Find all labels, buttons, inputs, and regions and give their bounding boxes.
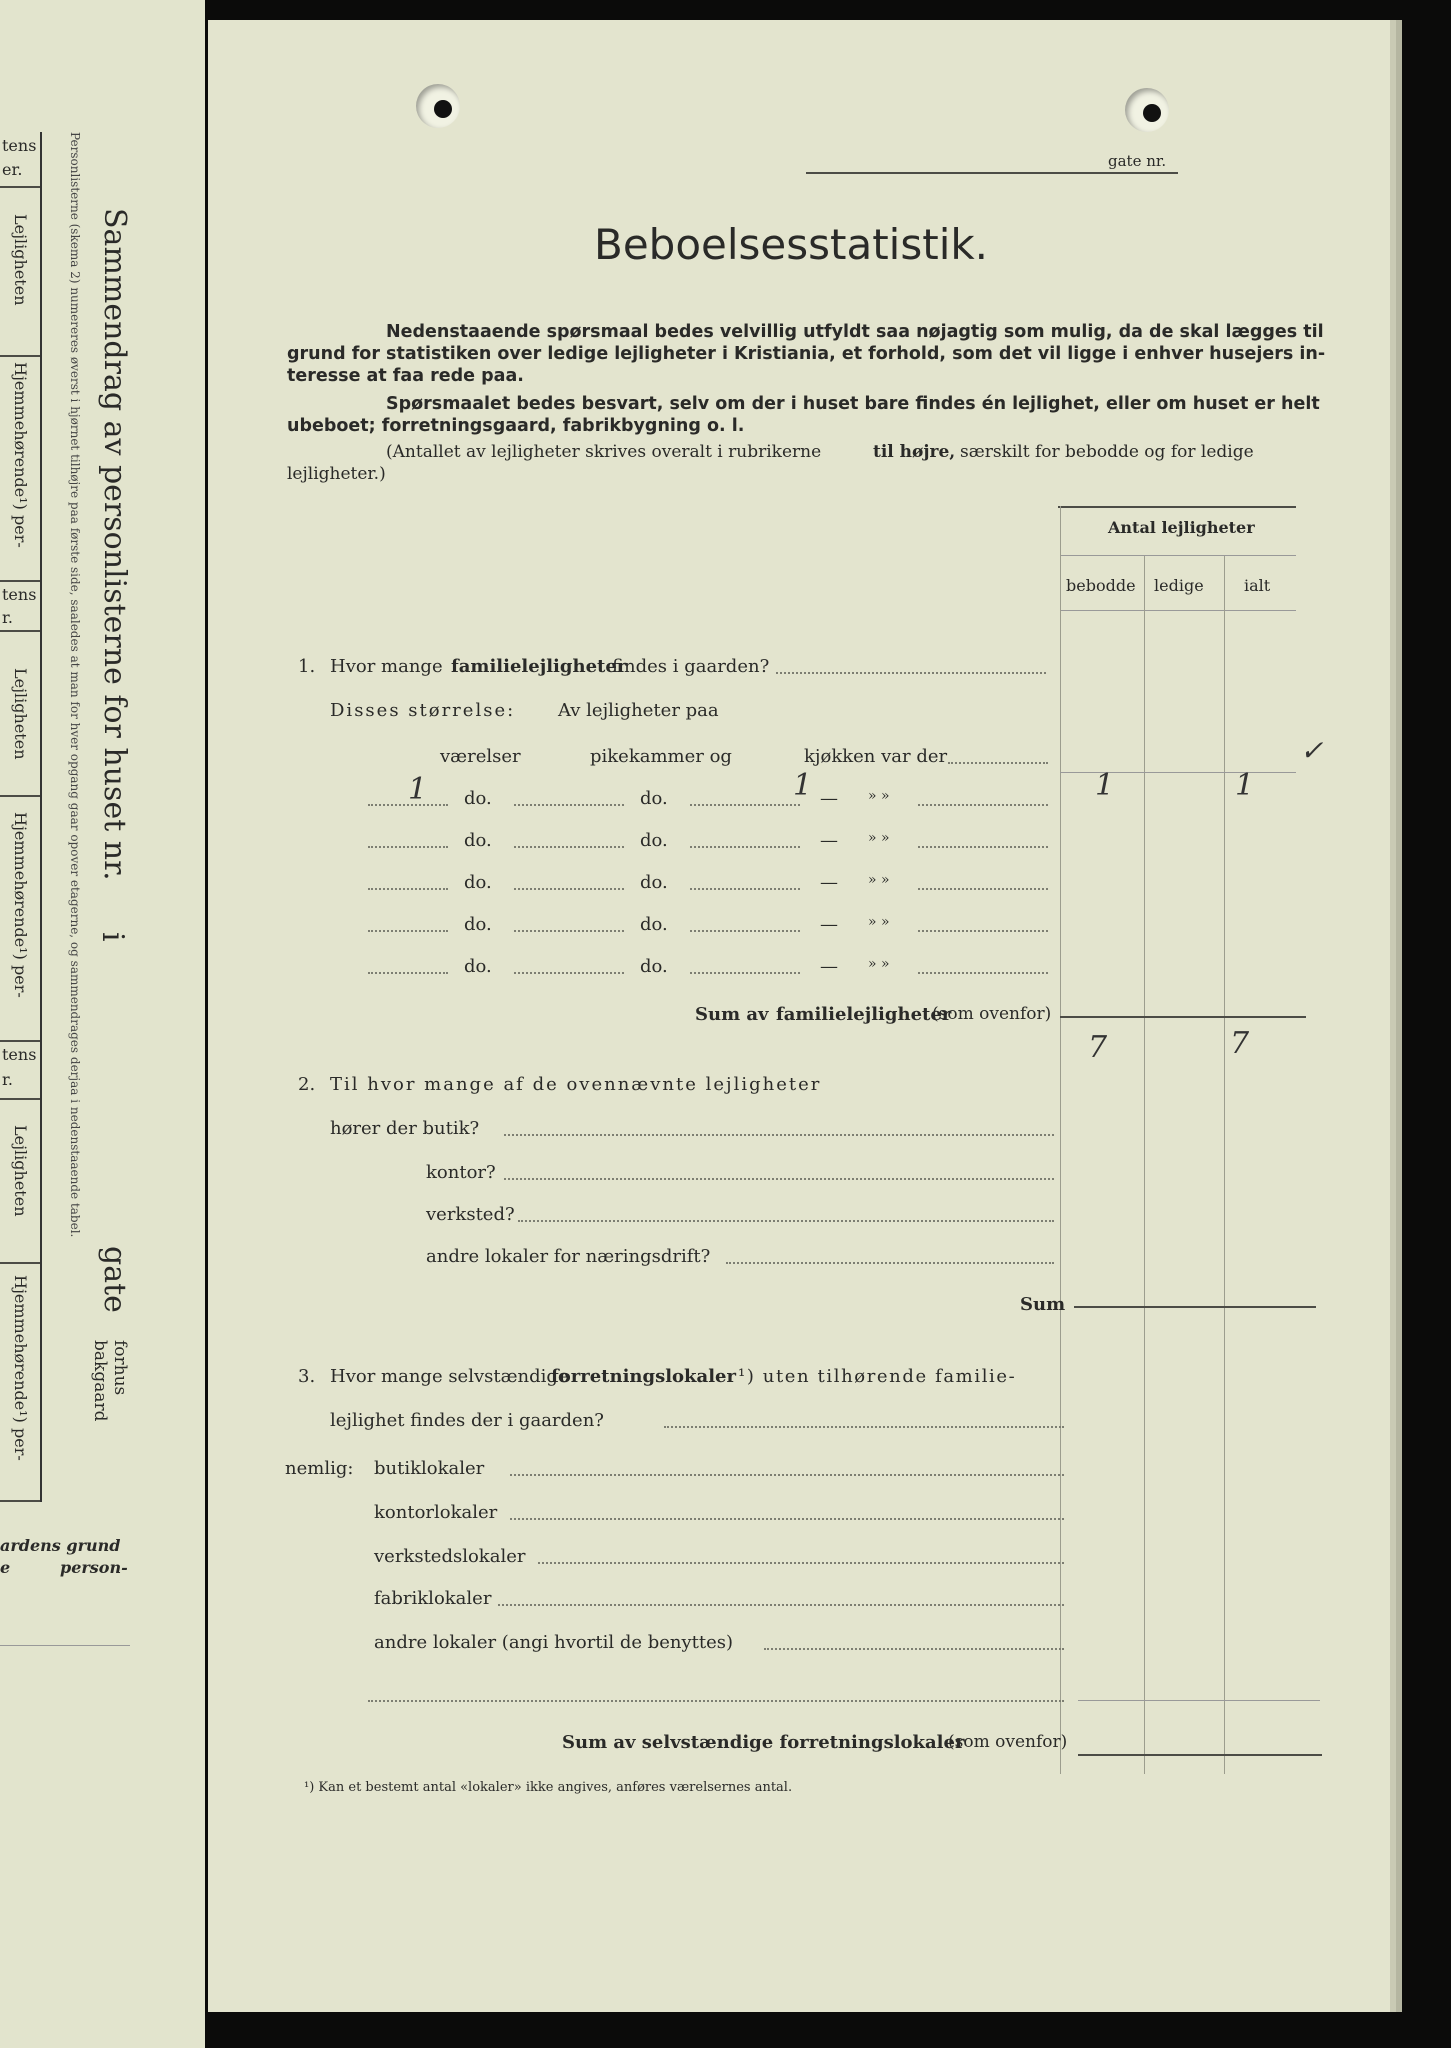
col-ledige: ledige	[1154, 576, 1204, 595]
do-label: do.	[464, 872, 492, 893]
leader-dots	[664, 1426, 1064, 1428]
col-label: Hjemmehørende¹) per-	[11, 1275, 30, 1461]
do-label: do.	[464, 956, 492, 977]
gate-nr-line	[806, 172, 1178, 174]
q2-kontor: kontor?	[426, 1162, 496, 1183]
q1-hdr-kjokken: kjøkken var der	[804, 746, 948, 767]
quote-marks: » »	[868, 830, 890, 846]
table-head-rule	[1060, 555, 1296, 556]
quote-marks: » »	[868, 956, 890, 972]
do-label: do.	[640, 956, 668, 977]
rotated-i: i	[95, 932, 130, 942]
q1-hdr-pikekammer: pikekammer og	[590, 746, 732, 767]
dash: —	[820, 788, 838, 809]
quote-marks: » »	[868, 788, 890, 804]
handwritten-check: ✓	[1300, 734, 1324, 767]
intro-p3-line2: lejligheter.)	[287, 464, 386, 484]
intro-p3-c: særskilt for bebodde og for ledige	[960, 442, 1254, 462]
gate-nr-label: gate nr.	[1108, 152, 1167, 170]
intro-p3-b: til højre,	[873, 442, 956, 462]
col-label: tens	[2, 585, 37, 604]
q3-text-b: forretningslokaler	[551, 1366, 736, 1387]
do-label: do.	[464, 788, 492, 809]
handwritten-1: 1	[793, 768, 813, 803]
dash: —	[820, 914, 838, 935]
q3-sum: Sum av selvstændige forretningslokaler	[562, 1732, 965, 1753]
q1-size-b: Av lejligheter paa	[558, 700, 719, 721]
rotated-gate: gate	[97, 1246, 132, 1313]
col-label: Hjemmehørende¹) per-	[11, 362, 30, 548]
leader-dots	[948, 762, 1048, 764]
blank-pikekammer[interactable]	[514, 972, 624, 974]
dash: —	[820, 956, 838, 977]
do-label: do.	[640, 872, 668, 893]
q3-number: 3.	[298, 1366, 316, 1387]
left-footer-e: e	[0, 1558, 11, 1577]
q1-text-a: Hvor mange	[330, 656, 443, 677]
blank-pikekammer[interactable]	[514, 846, 624, 848]
col-label: tens	[2, 136, 37, 155]
q1-size-a: Disses størrelse:	[330, 700, 516, 721]
blank-vaerelser[interactable]	[368, 846, 448, 848]
blank-pikekammer[interactable]	[514, 930, 624, 932]
q1-sum-c: (som ovenfor)	[932, 1004, 1052, 1024]
leader-dots	[498, 1604, 1064, 1606]
handwritten-1: 1	[408, 772, 428, 807]
q3-andre: andre lokaler (angi hvortil de benyttes)	[374, 1632, 734, 1653]
leader-dots	[918, 930, 1048, 932]
table-column-line	[1224, 556, 1225, 1774]
col-label: Hjemmehørende¹) per-	[11, 812, 30, 998]
col-bebodde: bebodde	[1066, 576, 1136, 595]
table-head-title: Antal lejligheter	[1108, 518, 1255, 537]
do-label: do.	[640, 788, 668, 809]
left-page-divider	[0, 630, 40, 632]
leader-dots	[918, 888, 1048, 890]
q3-butiklokaler: butiklokaler	[374, 1458, 485, 1479]
q1-sum-b: familielejligheter	[776, 1004, 952, 1025]
col-label: r.	[2, 608, 13, 627]
handwritten-1: 1	[1095, 768, 1115, 803]
blank-vaerelser[interactable]	[368, 930, 448, 932]
q1-text-c: findes i gaarden?	[612, 656, 770, 677]
dash: —	[820, 830, 838, 851]
q3-nemlig: nemlig:	[285, 1458, 354, 1479]
table-top-rule	[1058, 506, 1296, 508]
leader-dots	[764, 1648, 1064, 1650]
blank-kjokken[interactable]	[690, 888, 800, 890]
left-page-divider	[0, 1500, 40, 1502]
leader-dots	[504, 1178, 1054, 1180]
do-label: do.	[464, 914, 492, 935]
leader-dots	[504, 1134, 1054, 1136]
q3-fabriklokaler: fabriklokaler	[374, 1588, 492, 1609]
leader-dots	[510, 1518, 1064, 1520]
form-page	[208, 20, 1390, 2012]
table-column-line	[1060, 506, 1061, 1774]
q1-number: 1.	[298, 656, 316, 677]
left-page-divider	[0, 1040, 40, 1042]
quote-marks: » »	[868, 914, 890, 930]
q3-text-a: Hvor mange selvstændige	[330, 1366, 569, 1387]
leader-dots	[510, 1474, 1064, 1476]
intro-p1-line2: grund for statistiken over ledige lejligheter i Kristiania, et forhold, som det vil ligge i enhver husejers in-	[287, 344, 1326, 364]
do-label: do.	[464, 830, 492, 851]
q2-butik: hører der butik?	[330, 1118, 480, 1139]
intro-p2-line1: Spørsmaalet bedes besvart, selv om der i huset bare findes én lejlighet, eller om huset er helt	[386, 394, 1320, 414]
left-page-divider	[0, 355, 40, 357]
blank-vaerelser[interactable]	[368, 972, 448, 974]
q2-andre: andre lokaler for næringsdrift?	[426, 1246, 711, 1267]
intro-p2-line2: ubeboet; forretningsgaard, fabrikbygning o. l.	[287, 416, 745, 436]
punch-hole	[416, 84, 460, 128]
col-label: Lejligheten	[11, 214, 30, 306]
footnote: ¹) Kan et bestemt antal «lokaler» ikke angives, anføres værelsernes antal.	[304, 1780, 793, 1795]
intro-p1-line3: teresse at faa rede paa.	[287, 366, 524, 386]
left-page	[0, 0, 205, 2048]
blank-pikekammer[interactable]	[514, 804, 624, 806]
leader-dots	[776, 672, 1046, 674]
blank-vaerelser[interactable]	[368, 888, 448, 890]
blank-kjokken[interactable]	[690, 972, 800, 974]
do-label: do.	[640, 914, 668, 935]
dash: —	[820, 872, 838, 893]
blank-line[interactable]	[368, 1700, 1064, 1702]
handwritten-7: 7	[1230, 1026, 1250, 1061]
q1-text-b: familielejligheter	[451, 656, 627, 677]
col-label: r.	[2, 1070, 13, 1089]
left-footer-person: person-	[60, 1558, 128, 1577]
leader-dots	[538, 1562, 1064, 1564]
left-page-rule	[40, 132, 42, 1502]
table-head-rule	[1060, 610, 1296, 611]
col-ialt: ialt	[1244, 576, 1271, 595]
quote-marks: » »	[868, 872, 890, 888]
q3-kontorlokaler: kontorlokaler	[374, 1502, 498, 1523]
handwritten-7: 7	[1088, 1030, 1108, 1065]
intro-p1-line1: Nedenstaaende spørsmaal bedes velvillig utfyldt saa nøjagtig som mulig, da de skal lægges til	[386, 322, 1324, 342]
rotated-forhus: forhus	[110, 1340, 130, 1396]
do-label: do.	[640, 830, 668, 851]
blank-pikekammer[interactable]	[514, 888, 624, 890]
blank-kjokken[interactable]	[690, 930, 800, 932]
left-page-divider	[0, 186, 40, 188]
left-page-divider	[0, 1098, 40, 1100]
q2-verksted: verksted?	[426, 1204, 515, 1225]
q2-sum: Sum	[1020, 1294, 1066, 1315]
left-page-divider	[0, 580, 40, 582]
rotated-instruction: Personlisterne (skema 2) numereres øverst i hjørnet tilhøjre paa første side, saaledes at man for hver opgang gaar opover etagerne, og sammendrages derjaa i nedenstaaende tabel.	[68, 132, 82, 1238]
q1-sum-a: Sum av	[695, 1004, 769, 1025]
rotated-title: Sammendrag av personlisterne for huset nr.	[97, 208, 132, 881]
left-page-divider	[0, 1262, 40, 1264]
left-page-divider	[0, 795, 40, 797]
handwritten-1: 1	[1235, 768, 1255, 803]
left-footer-rule	[0, 1645, 130, 1646]
col-label: tens	[2, 1045, 37, 1064]
leader-dots	[518, 1220, 1054, 1222]
table-column-line	[1144, 556, 1145, 1774]
q3-text-c: ¹) uten tilhørende familie-	[738, 1366, 1017, 1387]
leader-dots	[918, 804, 1048, 806]
col-label: er.	[2, 160, 23, 179]
punch-hole	[1125, 88, 1169, 132]
blank-kjokken[interactable]	[690, 804, 800, 806]
sum3-rule	[1078, 1754, 1322, 1756]
intro-p3-a: (Antallet av lejligheter skrives overalt i rubrikerne	[386, 442, 822, 462]
leader-dots	[918, 972, 1048, 974]
q2-text: Til hvor mange af de ovennævnte lejligheter	[330, 1074, 822, 1095]
blank-kjokken[interactable]	[690, 846, 800, 848]
q3-verkstedslokaler: verkstedslokaler	[374, 1546, 526, 1567]
col-label: Lejligheten	[11, 1125, 30, 1217]
q3-text-d: lejlighet findes der i gaarden?	[330, 1410, 604, 1431]
q3-sum-c: (som ovenfor)	[948, 1732, 1068, 1752]
rotated-bakgaard: bakgaard	[90, 1340, 110, 1422]
left-footer-line1: ardens grund	[0, 1536, 121, 1555]
row-rule	[1078, 1700, 1320, 1701]
leader-dots	[918, 846, 1048, 848]
col-label: Lejligheten	[11, 668, 30, 760]
sum2-rule	[1074, 1306, 1316, 1308]
form-title: Beboelsesstatistik.	[594, 220, 989, 269]
sum1-rule	[1060, 1016, 1306, 1018]
leader-dots	[726, 1262, 1054, 1264]
q2-number: 2.	[298, 1074, 316, 1095]
q1-hdr-vaerelser: værelser	[440, 746, 521, 767]
